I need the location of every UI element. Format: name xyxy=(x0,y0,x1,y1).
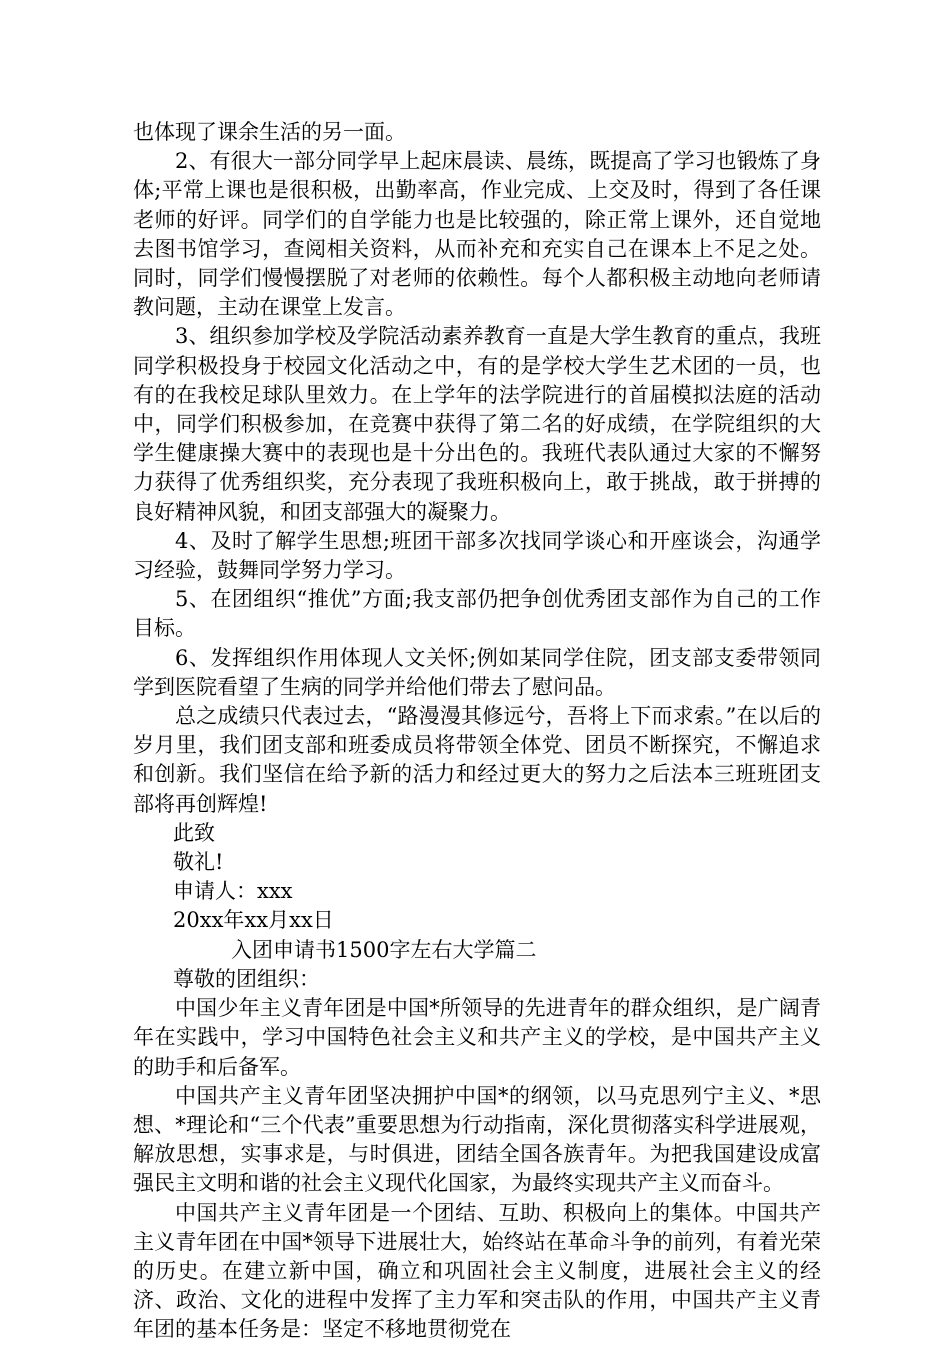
paragraph-7: 总之成绩只代表过去，“路漫漫其修远兮，吾将上下而求索。”在以后的岁月里，我们团支部和班委成员将带领全体党、团员不断探究，不懈追求和创新。我们坚信在给予新的活力和经过更大的努力之后法本三班班团支部将再创辉煌! xyxy=(133,704,821,816)
applicant-line: 申请人：xxx xyxy=(173,879,293,904)
closing-regards: 敬礼! xyxy=(173,850,224,875)
paragraph-4: 4、及时了解学生思想;班团干部多次找同学谈心和开座谈会，沟通学习经验，鼓舞同学努力学习。 xyxy=(133,528,821,583)
paragraph-6: 6、发挥组织作用体现人文关怀;例如某同学住院，团支部支委带领同学到医院看望了生病的同学并给他们带去了慰问品。 xyxy=(133,645,821,699)
paragraph-10: 中国共产主义青年团是一个团结、互助、积极向上的集体。中国共产主义青年团在中国*领导下进展壮大，始终站在革命斗争的前列，有着光荣的历史。在建立新中国，确立和巩固社会主义制度，进展社会主义的经济、政治、文化的进程中发挥了主力军和突击队的作用，中国共产主义青年团的基本任务是：坚定不移地贯彻党在 xyxy=(133,1200,821,1342)
paragraph-5: 5、在团组织“推优”方面;我支部仍把争创优秀团支部作为自己的工作目标。 xyxy=(133,587,821,641)
paragraph-9: 中国共产主义青年团坚决拥护中国*的纲领，以马克思列宁主义、*思想、*理论和“三个代表”重要思想为行动指南，深化贯彻落实科学进展观，解放思想，实事求是，与时俱进，团结全国各族青年。为把我国建设成富强民主文明和谐的社会主义现代化国家，为最终实现共产主义而奋斗。 xyxy=(133,1083,821,1196)
date-line: 20xx年xx月xx日 xyxy=(173,908,334,933)
closing-salutation: 此致 xyxy=(173,820,215,845)
section-title: 入团申请书1500字左右大学篇二 xyxy=(231,937,537,962)
paragraph-1: 也体现了课余生活的另一面。 xyxy=(133,120,406,144)
greeting: 尊敬的团组织： xyxy=(173,966,320,991)
paragraph-3: 3、组织参加学校及学院活动素养教育一直是大学生教育的重点，我班同学积极投身于校园文化活动之中，有的是学校大学生艺术团的一员，也有的在我校足球队里效力。在上学年的法学院进行的首届模拟法庭的活动中，同学们积极参加，在竞赛中获得了第二名的好成绩，在学院组织的大学生健康操大赛中的表现也是十分出色的。我班代表队通过大家的不懈努力获得了优秀组织奖，充分表现了我班积极向上，敢于挑战，敢于拼搏的良好精神风貌，和团支部强大的凝聚力。 xyxy=(133,324,821,524)
paragraph-8: 中国少年主义青年团是中国*所领导的先进青年的群众组织，是广阔青年在实践中，学习中国特色社会主义和共产主义的学校，是中国共产主义的助手和后备军。 xyxy=(133,996,821,1079)
document-page xyxy=(133,118,821,1345)
paragraph-2: 2、有很大一部分同学早上起床晨读、晨练，既提高了学习也锻炼了身体;平常上课也是很积极，出勤率高，作业完成、上交及时，得到了各任课老师的好评。同学们的自学能力也是比较强的，除正常上课外，还自觉地去图书馆学习，查阅相关资料，从而补充和充实自己在课本上不足之处。同时，同学们慢慢摆脱了对老师的依赖性。每个人都积极主动地向老师请教问题，主动在课堂上发言。 xyxy=(133,149,821,320)
